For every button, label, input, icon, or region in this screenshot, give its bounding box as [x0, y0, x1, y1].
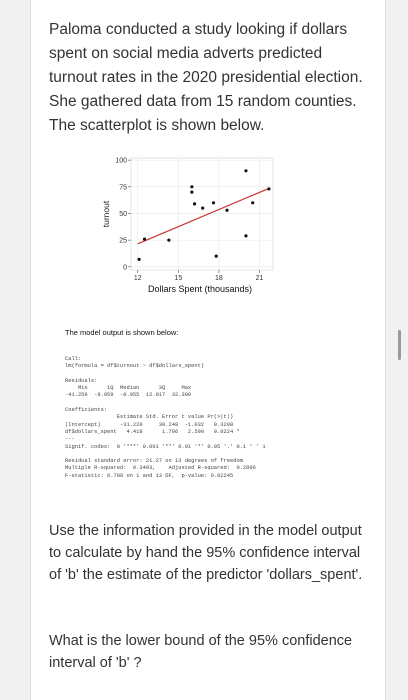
data-point	[215, 255, 218, 258]
scrollbar-handle[interactable]	[398, 330, 401, 360]
x-tick-label: 21	[255, 275, 264, 282]
model-output-panel	[49, 318, 373, 494]
y-tick-label: 75	[119, 184, 127, 192]
data-point	[225, 209, 228, 212]
data-point	[212, 201, 215, 204]
data-point	[143, 237, 146, 240]
x-axis-label: Dollars Spent (thousands)	[147, 284, 253, 294]
y-tick-label: 50	[119, 210, 127, 218]
y-tick-label: 100	[115, 157, 127, 165]
data-point	[244, 234, 247, 237]
y-tick-label: 0	[123, 264, 127, 272]
plot-panel	[131, 158, 273, 270]
x-tick-label: 15	[174, 275, 183, 282]
x-tick-label: 18	[215, 275, 223, 282]
data-point	[244, 169, 247, 172]
model-output-intro: The model output is shown below:	[65, 328, 179, 337]
question-card	[30, 0, 386, 700]
instruction-text: Use the information provided in the model output to calculate by hand the 95% confidence interval of 'b' the estimate of the predictor 'dollars_spent'.	[49, 523, 363, 583]
data-point	[190, 191, 193, 194]
data-point	[190, 185, 193, 188]
data-point	[251, 201, 254, 204]
x-tick-label: 12	[133, 275, 142, 282]
model-output-text: Call: lm(formula = df$turnout ~ df$dollars_spent) Residuals: Min 1Q Median 3Q Max -41.259 -9.959 -0.955 12.017 32.300 Coefficients: Estimate Std. Error t value Pr(>|t|) (Intercept) -31.220 30.248 -1.032 0.3208 df$dollars_spent 4.418 1.706 2.590 0.0224 * --- Signif. codes: 0 '***' 0.001 '**' 0.01 '*' 0.05 '.' 0.1 ' ' 1 Residual standard error: 21.27 on 13 degrees of freedom Multiple R-squared: 0.3403, Adjusted R-squared: 0.2896 F-statistic: 6.708 on 1 and 13 DF, p-value: 0.02245	[65, 356, 266, 479]
data-point	[193, 202, 196, 205]
data-point	[267, 187, 270, 190]
question-intro: Paloma conducted a study looking if dollars spent on social media adverts predicted turnout rates in the 2020 presidential election. She gathered data from 15 random counties. The scatterplot is shown below.	[49, 21, 363, 134]
question-text: What is the lower bound of the 95% confidence interval of 'b' ?	[49, 633, 353, 671]
y-axis-label: turnout	[101, 200, 111, 228]
y-tick-label: 25	[119, 237, 127, 245]
data-point	[167, 239, 170, 242]
data-point	[138, 258, 141, 261]
scatter-chart	[81, 150, 281, 310]
data-point	[201, 207, 204, 210]
